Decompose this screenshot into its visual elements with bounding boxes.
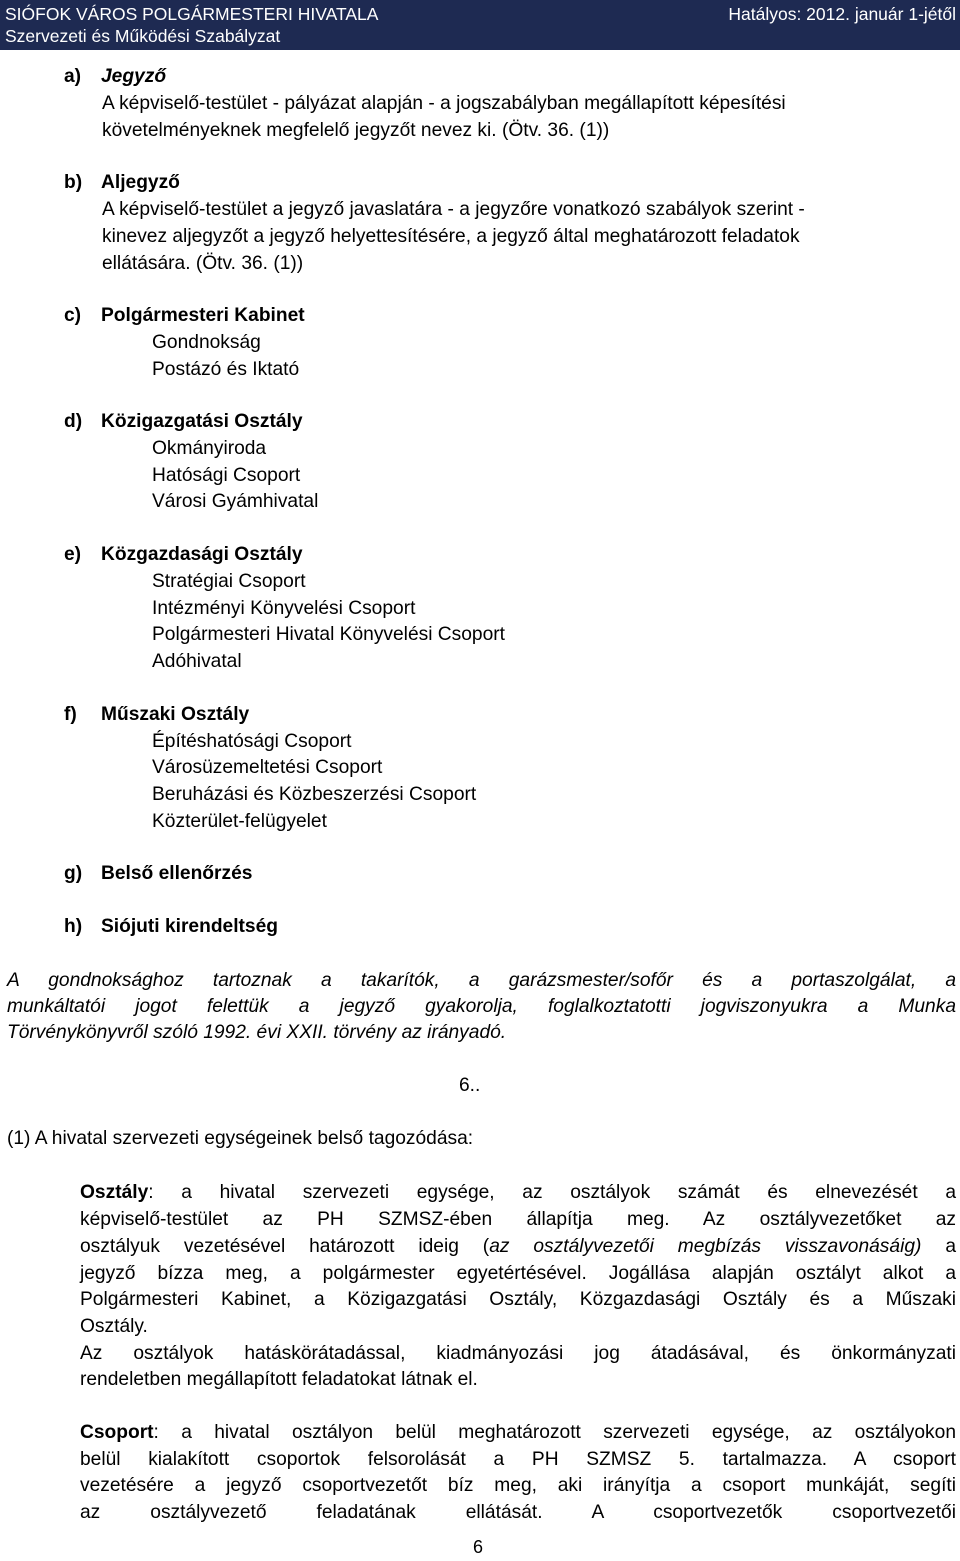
item-d-mark: d) xyxy=(64,411,83,432)
item-e-sub-3: Polgármesteri Hivatal Könyvelési Csoport xyxy=(152,624,505,645)
item-d-title: Közigazgatási Osztály xyxy=(101,411,303,432)
item-e-title: Közgazdasági Osztály xyxy=(101,544,303,565)
note-line-2: munkáltatói jogot felettük a jegyző gyakorolja, foglalkoztatotti jogviszonyukra a Munka xyxy=(7,996,956,1017)
osztaly-line-1: Osztály: a hivatal szervezeti egysége, az osztályok számát és elnevezését a xyxy=(80,1182,956,1203)
item-e-sub-2: Intézményi Könyvelési Csoport xyxy=(152,598,416,619)
item-e-sub-1: Stratégiai Csoport xyxy=(152,571,306,592)
item-b-text-1: A képviselő-testület a jegyző javaslatára - a jegyzőre vonatkozó szabályok szerint - xyxy=(102,199,805,220)
item-a-mark: a) xyxy=(64,66,82,87)
csoport-line-4: az osztályvezető feladatának ellátását. A csoportvezetők csoportvezetői xyxy=(80,1502,956,1523)
item-b-text-3: ellátására. (Ötv. 36. (1)) xyxy=(102,253,304,274)
item-h-mark: h) xyxy=(64,916,83,937)
item-a-title: Jegyző xyxy=(101,66,167,87)
item-f-mark: f) xyxy=(64,704,77,725)
item-f-sub-2: Városüzemeltetési Csoport xyxy=(152,757,383,778)
item-g-title: Belső ellenőrzés xyxy=(101,863,253,884)
note-line-1: A gondnoksághoz tartoznak a takarítók, a garázsmester/sofőr és a portaszolgálat, a xyxy=(7,970,956,991)
item-a-text-1: A képviselő-testület - pályázat alapján - a jogszabályban megállapított képesítési xyxy=(102,93,786,114)
item-d-sub-2: Hatósági Csoport xyxy=(152,465,301,486)
item-f-sub-1: Építéshatósági Csoport xyxy=(152,731,352,752)
osztaly-line-3: osztályuk vezetésével határozott ideig (az osztályvezetői megbízás visszavonásáig) a xyxy=(80,1236,956,1257)
osztaly-line-8: rendeletben megállapított feladatokat látnak el. xyxy=(80,1369,478,1390)
section-intro: (1) A hivatal szervezeti egységeinek belső tagozódása: xyxy=(7,1128,474,1149)
osztaly-term: Osztály xyxy=(80,1182,149,1203)
osztaly-line-5: Polgármesteri Kabinet, a Közigazgatási Osztály, Közgazdasági Osztály és a Műszaki xyxy=(80,1289,956,1310)
item-f-sub-3: Beruházási és Közbeszerzési Csoport xyxy=(152,784,477,805)
item-b-mark: b) xyxy=(64,172,83,193)
section-number: 6.. xyxy=(459,1075,481,1096)
item-c-mark: c) xyxy=(64,305,82,326)
csoport-line-1: Csoport: a hivatal osztályon belül meghatározott szervezeti egysége, az osztályokon xyxy=(80,1422,956,1443)
csoport-term: Csoport xyxy=(80,1422,154,1443)
item-g-mark: g) xyxy=(64,863,83,884)
item-c-sub-2: Postázó és Iktató xyxy=(152,359,300,380)
page-header xyxy=(0,0,960,50)
item-c-title: Polgármesteri Kabinet xyxy=(101,305,305,326)
page-number: 6 xyxy=(473,1537,484,1557)
osztaly-line-4: jegyző bízza meg, a polgármester egyetértésével. Jogállása alapján osztályt alkot a xyxy=(80,1263,956,1284)
item-c-sub-1: Gondnokság xyxy=(152,332,261,353)
csoport-line-2: belül kialakított csoportok felsorolását a PH SZMSZ 5. tartalmazza. A csoport xyxy=(80,1449,956,1470)
item-b-text-2: kinevez aljegyzőt a jegyző helyettesítésére, a jegyző által meghatározott feladatok xyxy=(102,226,800,247)
header-document-title: Szervezeti és Működési Szabályzat xyxy=(5,26,281,46)
osztaly-line-2: képviselő-testület az PH SZMSZ-ében állapítja meg. Az osztályvezetőket az xyxy=(80,1209,956,1230)
item-h-title: Siójuti kirendeltség xyxy=(101,916,278,937)
item-f-sub-4: Közterület-felügyelet xyxy=(152,811,327,832)
header-org: SIÓFOK VÁROS POLGÁRMESTERI HIVATALA xyxy=(5,4,379,24)
item-d-sub-1: Okmányiroda xyxy=(152,438,267,459)
csoport-line-3: vezetésére a jegyző csoportvezetőt bíz meg, aki irányítja a csoport munkáját, segíti xyxy=(80,1475,956,1496)
osztaly-line-6: Osztály. xyxy=(80,1316,148,1337)
note-line-3: Törvénykönyvről szóló 1992. évi XXII. törvény az irányadó. xyxy=(7,1022,507,1043)
osztaly-line-7: Az osztályok hatáskörátadással, kiadmányozási jog átadásával, és önkormányzati xyxy=(80,1343,956,1364)
item-e-mark: e) xyxy=(64,544,82,565)
header-effective-date: Hatályos: 2012. január 1-jétől xyxy=(728,4,956,24)
item-b-title: Aljegyző xyxy=(101,172,180,193)
item-e-sub-4: Adóhivatal xyxy=(152,651,242,672)
item-f-title: Műszaki Osztály xyxy=(101,704,250,725)
item-a-text-2: követelményeknek megfelelő jegyzőt nevez ki. (Ötv. 36. (1)) xyxy=(102,120,610,141)
item-d-sub-3: Városi Gyámhivatal xyxy=(152,491,319,512)
